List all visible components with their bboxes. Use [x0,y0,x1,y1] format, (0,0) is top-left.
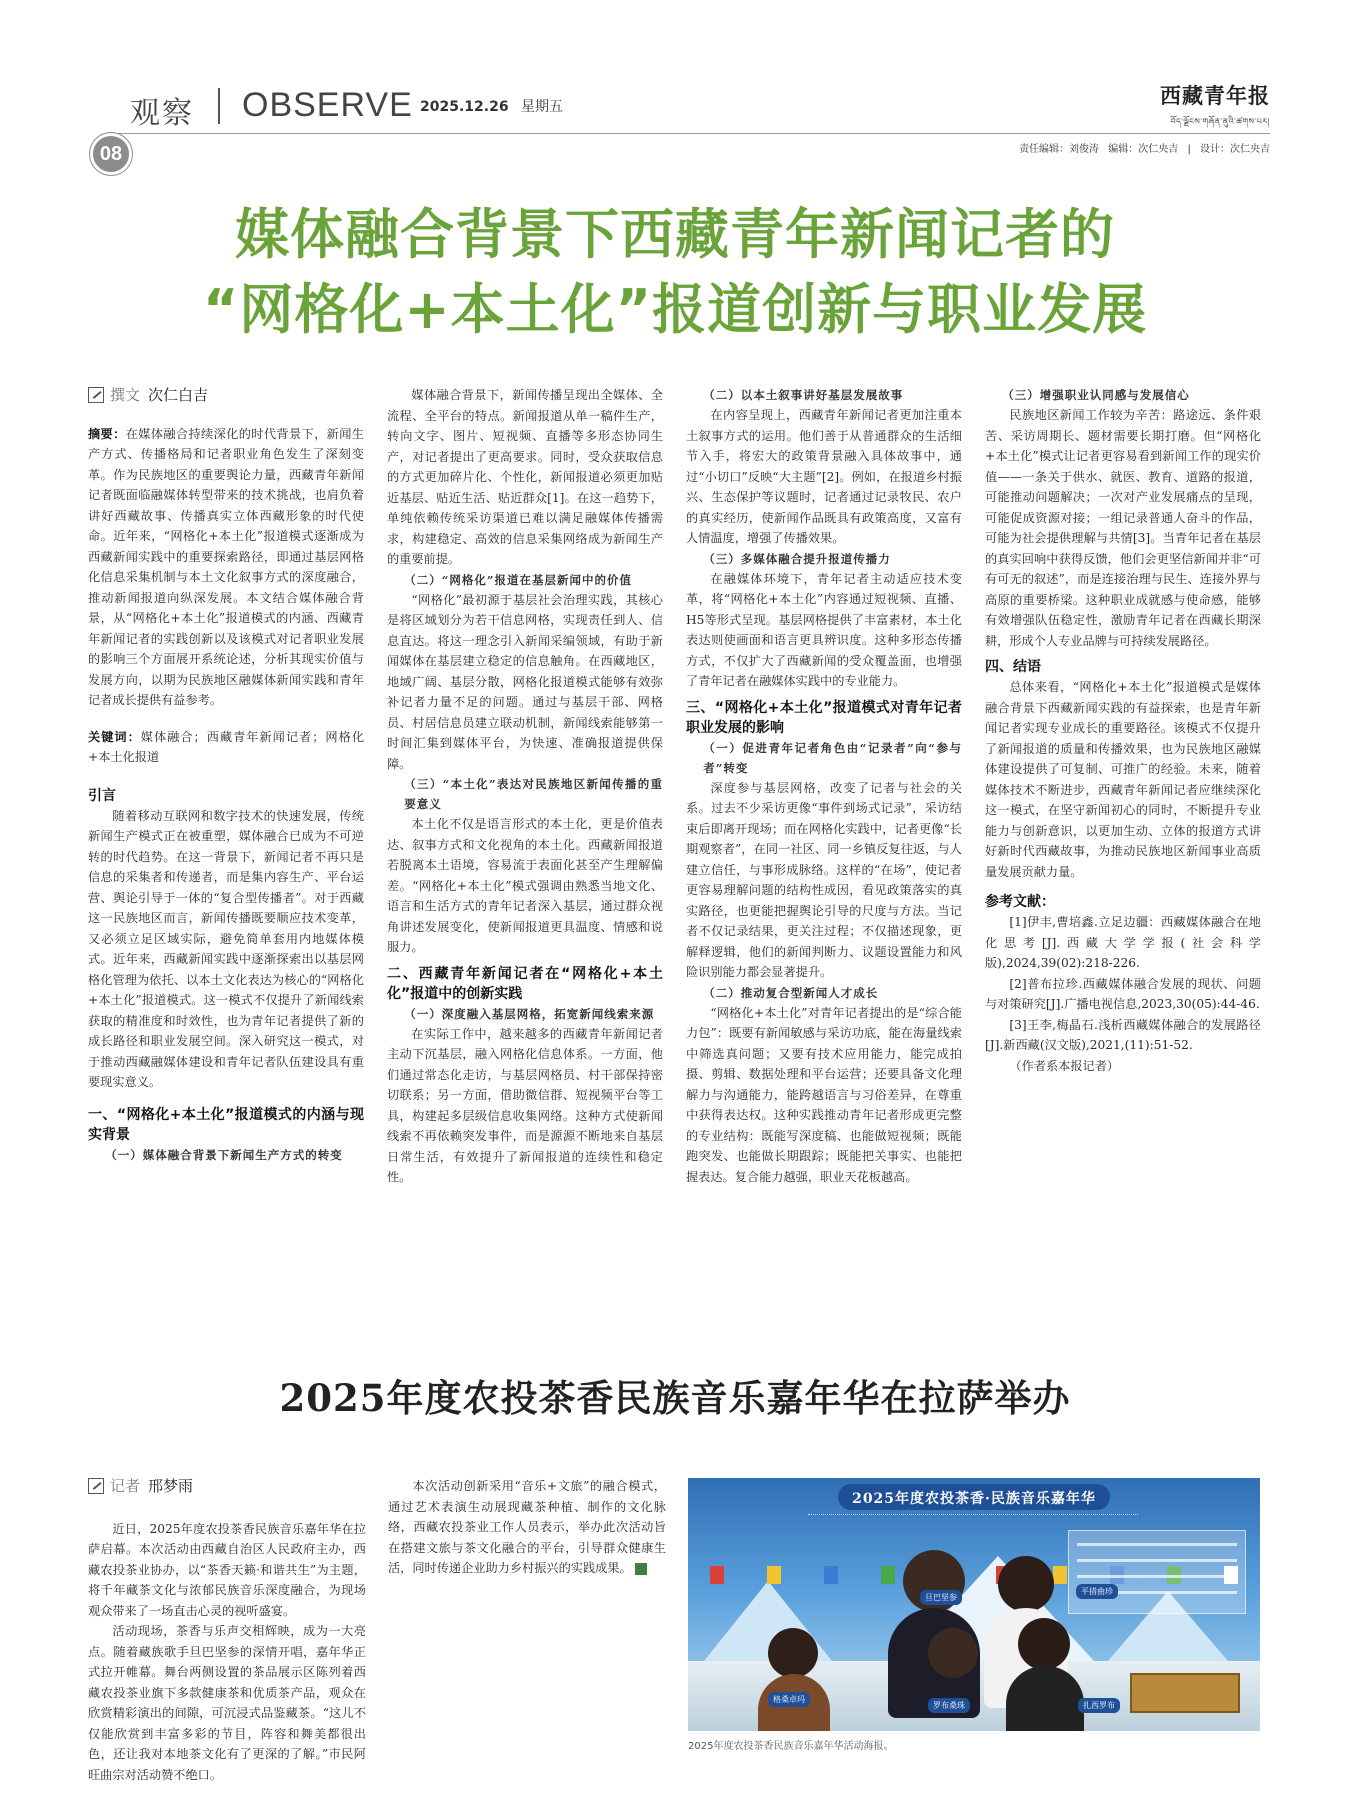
brand-name: 西藏青年报 [1160,83,1270,108]
paragraph-4: 总体来看，“网格化+本土化”报道模式是媒体融合背景下西藏新闻实践的有益探索，也是青年新闻记者实现专业成长的重要路径。该模式不仅提升了新闻报道的质量和传播效果，也为民族地区融媒体建设提供了可复制、可推广的经验。未来，随着媒体技术不断进步，西藏青年新闻记者应继续深化这一模式，在坚守新闻初心的同时，不断提升专业能力与创新意识，以更加生动、立体的报道方式讲好新时代西藏故事，为推动民族地区新闻事业高质量发展贡献力量。 [985,680,1261,879]
abstract-text: 在媒体融合持续深化的时代背景下，新闻生产方式、传播格局和记者职业角色发生了深刻变革。作为民族地区的重要舆论力量，西藏青年新闻记者既面临融媒体转型带来的技术挑战，也肩负着讲好西藏故事、传播真实立体西藏形象的时代使命。近年来，“网格化+本土化”报道模式逐渐成为西藏新闻实践中的重要探索路径，即通过基层网格化信息采集机制与本土文化叙事方式的深度融合，推动新闻报道向纵深发展。本文结合媒体融合背景，从“网格化+本土化”报道模式的内涵、西藏青年新闻记者的实践创新以及该模式对记者职业发展的影响三个方面展开系统论述，分析其现实价值与发展方向，以期为民族地区融媒体新闻实践和青年记者成长提供有益参考。 [88,426,364,707]
byline-name: 次仁白吉 [148,386,209,404]
paragraph-2-3: 在融媒体环境下，青年记者主动适应技术变革，将“网格化+本土化”内容通过短视频、直播、H5等形式呈现。基层网格提供了丰富素材，本土化表达则使画面和语言更具辨识度。这种多形态传播方式，不仅扩大了西藏新闻的受众覆盖面，也增强了青年记者在融媒体实践中的专业能力。 [686,571,962,688]
paragraph-3-1: 深度参与基层网格，改变了记者与社会的关系。过去不少采访更像“事件到场式记录”，采访结束后即离开现场；而在网格化实践中，记者更像“长期观察者”，在同一社区、同一乡镇反复往返，与人建立信任，与事形成脉络。这样的“在场”，使记者更容易理解问题的结构性成因，看见政策落实的真实路径，也更能把握舆论引导的尺度与方法。当记者不仅记录结果，更关注过程；不仅描述现象，更解释逻辑，他们的新闻判断力、议题设置能力和风险识别能力都会显著提升。 [686,780,962,979]
subheading-3-3: （三）增强职业认同感与发展信心 [1002,388,1190,402]
article1-column-2 [387,385,663,1188]
event-poster-image [688,1478,1260,1731]
issue-date [420,96,563,116]
performer-tag: 罗布桑珠 [928,1698,970,1713]
header-divider [218,88,220,124]
section-heading-4: 四、结语 [985,659,1041,675]
abstract-label: 摘要： [88,426,126,441]
article2-paragraph-3-text: 本次活动创新采用“音乐+文旅”的融合模式，通过艺术表演生动展现藏茶种植、制作的文化脉络，西藏农投茶业工作人员表示，举办此次活动旨在搭建文旅与茶文化融合的平台，引导群众健康生活，同时传递企业助力乡村振兴的实践成果。 [388,1479,666,1575]
subheading-2-1: （一）深度融入基层网格，拓宽新闻线索来源 [404,1006,655,1021]
poster-subtitle-line [808,1514,1138,1522]
brand-tibetan: བོད་ལྗོངས་གཞོན་ནུའི་ཚགས་པར། [1170,117,1270,126]
article2-paragraph-2: 活动现场，茶香与乐声交相辉映，成为一大亮点。随着藏族歌手旦巴坚参的深情开唱，嘉年华正式拉开帷幕。舞台两侧设置的茶品展示区陈列着西藏农投茶业旗下多款健康茶和优质茶产品，观众在欣赏精彩演出的间隙，可沉浸式品鉴藏茶。“这儿不仅能欣赏到丰富多彩的节目，阵容和舞美都很出色，还让我对本地茶文化有了更深的了解。”市民阿旺曲宗对活动赞不绝口。 [88,1624,366,1782]
performer-figure [1006,1666,1084,1731]
subheading-2-3: （三）多媒体融合提升报道传播力 [703,551,891,566]
reference-1: [1]伊丰,曹培鑫.立足边疆：西藏媒体融合在地化思考[J].西藏大学学报(社会科学版),2024,39(02):218-226. [985,915,1261,970]
performer-portrait [768,1628,818,1678]
editor-credits [1013,140,1270,155]
article2-column-1 [88,1476,366,1785]
weekday-value: 星期五 [521,99,564,115]
reporter-byline [88,1476,366,1497]
end-mark-icon [635,1563,647,1575]
credit-designer: 设计：次仁央吉 [1200,144,1270,155]
article2-paragraph-1: 近日，2025年度农投茶香民族音乐嘉年华在拉萨启幕。本次活动由西藏自治区人民政府主办，西藏农投茶业协办，以“茶香天籁·和谐共生”为主题，将千年藏茶文化与浓郁民族音乐深度融合，为现场观众带来了一场直击心灵的视听盛宴。 [88,1521,366,1618]
section-heading-intro: 引言 [88,787,116,804]
info-line [1077,1575,1237,1578]
secondary-headline: 2025年度农投茶香民族音乐嘉年华在拉萨举办 [279,1376,1071,1420]
credit-editor-in-charge: 责任编辑：刘俊涛 [1019,144,1100,155]
reference-2: [2]普布拉珍.西藏媒体融合发展的现状、问题与对策研究[J].广播电视信息,2023,30(05):44-46. [985,976,1261,1011]
paragraph-3-3: 民族地区新闻工作较为辛苦：路途远、条件艰苦、采访周期长、题材需要长期打磨。但“网格化+本土化”模式让记者更容易看到新闻工作的现实价值——一条关于供水、就医、教育、道路的报道，可能推动问题解决；一次对产业发展痛点的呈现，可能促成资源对接；一组记录普通人奋斗的作品，可能为社会提供理解与共情[3]。当青年记者在基层的真实回响中获得反馈，他们会更坚信新闻并非“可有可无的叙述”，而是连接治理与民生、连接外界与高原的重要桥梁。这种职业成就感与使命感，能够有效增强队伍稳定性，激励青年记者在西藏长期深耕，形成个人专业品牌与可持续发展路径。 [985,408,1261,648]
performer-portrait [928,1628,978,1678]
byline-role: 撰文 [110,386,141,404]
info-line [1077,1559,1237,1562]
reference-3: [3]王李,梅晶石.浅析西藏媒体融合的发展路径[J].新西藏(汉文版),2021,(11):51-52. [985,1017,1261,1052]
paragraph-1-3: 本土化不仅是语言形式的本土化，更是价值表达、叙事方式和文化视角的本土化。西藏新闻报道若脱离本土语境，容易流于表面化甚至产生理解偏差。“网格化+本土化”模式强调由熟悉当地文化、语言和生活方式的青年记者深入基层，通过群众视角讲述发展变化，使新闻报道更具温度、情感和说服力。 [387,817,663,954]
author-byline [88,385,364,406]
headline-line-1: 媒体融合背景下西藏青年新闻记者的 [235,203,1115,266]
subheading-2-2: （二）以本土叙事讲好基层发展故事 [703,388,904,402]
keywords-label: 关键词： [88,729,141,744]
info-line [1077,1543,1237,1546]
intro-paragraph: 随着移动互联网和数字技术的快速发展，传统新闻生产模式正在被重塑，媒体融合已成为不可逆转的时代趋势。在这一背景下，新闻记者不再只是信息的采集者和传递者，而是集内容生产、平台运营、舆论引导于一体的“复合型传播者”。对于西藏这一民族地区而言，新闻传播既要顺应技术变革，又必须立足区域实际，避免简单套用内地媒体模式。近年来，西藏新闻实践中逐渐探索出以基层网格化管理为依托、以本土文化表达为核心的“网格化+本土化”报道模式。这一模式不仅提升了新闻线索获取的精准度和时效性，也为青年记者提供了新的成长路径和职业发展空间。深入研究这一模式，对于推动西藏融媒体建设和青年记者队伍建设具有重要现实意义。 [88,808,364,1089]
newspaper-brand [1160,80,1270,135]
subheading-1-2: （二）“网格化”报道在基层新闻中的价值 [404,572,632,587]
abstract [88,424,364,711]
paragraph-1-1: 媒体融合背景下，新闻传播呈现出全媒体、全流程、全平台的特点。新闻报道从单一稿件生产，转向文字、图片、短视频、直播等多形态协同生产，对记者提出了更高要求。同时，受众获取信息的方式更加碎片化、个性化，新闻报道必须更加贴近基层、贴近生活、贴近群众[1]。在这一趋势下，单纯依赖传统采访渠道已难以满足融媒体传播需求，构建稳定、高效的信息采集网络成为新闻生产的重要前提。 [387,388,663,566]
byline-name: 邢梦雨 [148,1477,194,1495]
article1-column-3 [686,385,962,1187]
section-title-zh: 观察 [130,96,194,131]
performer-tag: 扎西罗布 [1078,1698,1120,1713]
poster-caption: 2025年度农投茶香民族音乐嘉年华活动海报。 [688,1741,894,1752]
section-title-en: OBSERVE [242,86,413,124]
credit-editor: 编辑：次仁央吉 [1108,144,1179,155]
prayer-flag [710,1566,724,1584]
performer-tag: 旦巴坚参 [920,1590,962,1605]
performer-tag: 格桑卓玛 [768,1692,810,1707]
pen-icon [88,387,104,403]
prayer-flag [824,1566,838,1584]
page-number-badge: 08 [90,133,132,175]
subheading-1-1: （一）媒体融合背景下新闻生产方式的转变 [105,1147,343,1162]
headline-line-2: “网格化+本土化”报道创新与职业发展 [202,278,1148,341]
poster-info-box [1068,1530,1246,1614]
main-headline [80,200,1270,350]
paragraph-2-2: 在内容呈现上，西藏青年新闻记者更加注重本土叙事方式的运用。他们善于从普通群众的生活细节入手，将宏大的政策背景融入具体故事中，通过“小切口”反映“大主题”[2]。例如，在报道乡村振兴、生态保护等议题时，记者通过记录牧民、农户的真实经历，使新闻作品既具有政策高度，又富有人情温度，增强了传播效果。 [686,408,962,545]
poster-title: 2025年度农投茶香·民族音乐嘉年华 [852,1491,1096,1507]
section-heading-3: 三、“网格化+本土化”报道模式对青年记者职业发展的影响 [686,699,962,736]
date-value: 2025.12.26 [420,99,509,115]
performer-portrait [998,1556,1054,1612]
article2-paragraph-3 [388,1476,666,1579]
subheading-1-3: （三）“本土化”表达对民族地区新闻传播的重要意义 [404,777,663,811]
references-heading: 参考文献： [985,894,1055,910]
tea-product-box [1130,1673,1240,1713]
credit-separator: | [1187,144,1191,155]
performer-tag: 平措曲珍 [1076,1584,1118,1599]
prayer-flag [1053,1566,1067,1584]
header-rule [118,133,1270,134]
section-heading-2: 二、西藏青年新闻记者在“网格化+本土化”报道中的创新实践 [387,965,663,1002]
keywords-text: 媒体融合；西藏青年新闻记者；网格化+本土化报道 [88,729,365,764]
paragraph-2-1: 在实际工作中，越来越多的西藏青年新闻记者主动下沉基层，融入网格化信息体系。一方面，他们通过常态化走访，与基层网格员、村干部保持密切联系；另一方面，借助微信群、短视频平台等工具，构建起多层级信息收集网络。这种方式使新闻线索不再依赖突发事件，而是源源不断地来自基层日常生活，有效提升了新闻报道的连续性和稳定性。 [387,1026,663,1184]
article2-column-2 [388,1476,666,1579]
author-note: （作者系本报记者） [1009,1058,1120,1073]
paragraph-1-2: “网格化”最初源于基层社会治理实践，其核心是将区域划分为若干信息网格，实现责任到人、信息直达。将这一理念引入新闻采编领域，有助于新闻媒体在基层建立稳定的信息触角。在西藏地区，地域广阔、基层分散，网格化报道模式能够有效弥补记者力量不足的问题。通过与基层干部、网格员、村居信息员建立联动机制，新闻线索能够第一时间汇集到媒体平台，为快速、准确报道提供保障。 [387,592,663,771]
performer-portrait [1018,1618,1070,1670]
prayer-flag [767,1566,781,1584]
pen-icon [88,1478,104,1494]
subheading-3-2: （二）推动复合型新闻人才成长 [703,985,879,1000]
byline-role: 记者 [110,1477,141,1495]
article1-column-1 [88,385,364,1165]
prayer-flag [881,1566,895,1584]
article1-column-4 [985,385,1261,1076]
subheading-3-1: （一）促进青年记者角色由“记录者”向“参与者”转变 [703,740,962,775]
paragraph-3-2: “网格化+本土化”对青年记者提出的是“综合能力包”：既要有新闻敏感与采访功底，能在海量线索中筛选真问题；又要有技术应用能力，能完成拍摄、剪辑、数据处理和平台运营；还要具备文化理解力与沟通能力，能跨越语言与习俗差异，在尊重中获得表达权。这种实践推动青年记者形成更完整的专业结构：既能写深度稿、也能做短视频；既能跑突发、也能做长期跟踪；既能把关事实、也能把握表达。复合能力越强，职业天花板越高。 [686,1005,962,1184]
section-heading-1: 一、“网格化+本土化”报道模式的内涵与现实背景 [88,1106,364,1143]
keywords [88,727,364,768]
